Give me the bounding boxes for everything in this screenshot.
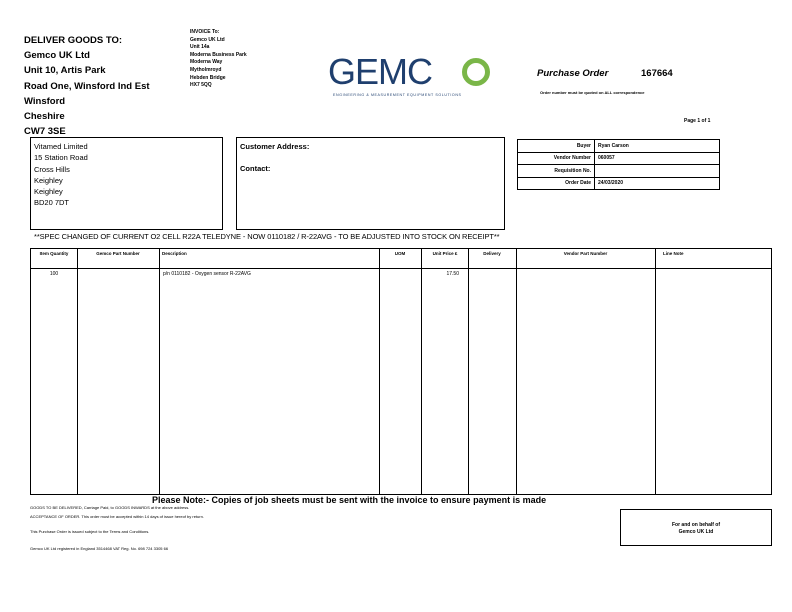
deliver-line: Unit 10, Artis Park bbox=[24, 65, 106, 77]
info-row bbox=[518, 165, 720, 178]
invoice-heading: INVOICE To: bbox=[190, 29, 220, 35]
invoice-to-block bbox=[190, 29, 247, 90]
supplier-line: Keighley bbox=[34, 187, 63, 197]
supplier-line: 15 Station Road bbox=[34, 153, 88, 163]
column-divider bbox=[516, 249, 517, 494]
signature-box bbox=[620, 509, 772, 546]
info-key: Order Date bbox=[518, 177, 595, 190]
column-divider bbox=[159, 249, 160, 494]
supplier-line: Cross Hills bbox=[34, 164, 70, 174]
invoice-line: Unit 14a bbox=[190, 44, 210, 51]
column-divider bbox=[468, 249, 469, 494]
column-divider bbox=[77, 249, 78, 494]
terms-note: This Purchase Order is issued subject to the Terms and Conditions. bbox=[30, 529, 150, 534]
deliver-line: Road One, Winsford Ind Est bbox=[24, 80, 150, 92]
info-row bbox=[518, 177, 720, 190]
row-unit-price: 17.50 bbox=[446, 271, 459, 277]
header-uom: UOM bbox=[394, 251, 406, 256]
info-key: Buyer bbox=[518, 140, 595, 153]
header-gemco-part: Gemco Part Number bbox=[96, 251, 140, 256]
acceptance-note: ACCEPTANCE OF ORDER. This order must be accepted within 14 days of issue hereof by return. bbox=[30, 514, 204, 519]
info-key: Vendor Number bbox=[518, 152, 595, 165]
logo-text: GEMC bbox=[328, 52, 432, 92]
deliver-to-block bbox=[24, 33, 150, 139]
row-qty: 100 bbox=[49, 271, 59, 277]
spec-change-note: **SPEC CHANGED OF CURRENT O2 CELL R22A TELEDYNE - NOW 0110182 / R-22AVG - TO BE ADJUSTED INTO STOCK ON RECEIPT** bbox=[34, 232, 500, 241]
signature-line-1: For and on behalf of bbox=[671, 522, 721, 528]
customer-address-box bbox=[236, 137, 505, 230]
po-number: 167664 bbox=[641, 68, 673, 79]
supplier-line: Vitamed Limited bbox=[34, 142, 88, 151]
info-row bbox=[518, 152, 720, 165]
deliver-line: CW7 3SE bbox=[24, 126, 66, 138]
line-items-table bbox=[30, 248, 772, 495]
po-note: Order number must be quoted on ALL correspondence bbox=[540, 90, 645, 95]
contact-label: Contact: bbox=[240, 164, 271, 173]
row-description: p/n 0110182 - Oxygen sensor R-22AVG bbox=[163, 271, 251, 277]
info-value: 24/03/2020 bbox=[595, 177, 720, 190]
invoice-line: Hebden Bridge bbox=[190, 74, 226, 81]
page-indicator: Page 1 of 1 bbox=[684, 118, 711, 124]
logo-o-ring bbox=[465, 61, 488, 84]
signature-line-2: Gemco UK Ltd bbox=[678, 529, 714, 535]
info-row bbox=[518, 140, 720, 153]
invoice-line: Gemco UK Ltd bbox=[190, 36, 225, 43]
payment-note: Please Note:- Copies of job sheets must be sent with the invoice to ensure payment is made bbox=[152, 495, 547, 505]
info-value: Ryan Carson bbox=[595, 140, 720, 153]
goods-delivery-note: GOODS TO BE DELIVERED, Carriage Paid, to GOODS INWARDS at the above address. bbox=[30, 505, 190, 510]
column-divider bbox=[421, 249, 422, 494]
header-line-note: Line Note bbox=[663, 251, 684, 256]
deliver-line: Winsford bbox=[24, 95, 66, 107]
invoice-line: Moderna Way bbox=[190, 59, 223, 66]
customer-address-label: Customer Address: bbox=[240, 142, 310, 151]
po-label: Purchase Order bbox=[537, 68, 609, 79]
info-value bbox=[595, 165, 720, 178]
invoice-line: HX7 5QQ bbox=[190, 82, 212, 89]
header-delivery: Delivery bbox=[483, 251, 501, 256]
invoice-line: Mytholmroyd bbox=[190, 66, 222, 73]
deliver-line: Gemco UK Ltd bbox=[24, 50, 90, 62]
deliver-line: Cheshire bbox=[24, 111, 65, 123]
column-divider bbox=[655, 249, 656, 494]
info-value: 060057 bbox=[595, 152, 720, 165]
order-info-table bbox=[517, 139, 720, 190]
gemco-logo bbox=[328, 52, 498, 98]
column-divider bbox=[379, 249, 380, 494]
registration-note: Gemco UK Ltd registered in England 3514468 VAT Reg. No. 698 724 3305 66 bbox=[30, 546, 169, 551]
header-item-quantity: Item Quantity bbox=[39, 251, 69, 256]
deliver-heading: DELIVER GOODS TO: bbox=[24, 35, 123, 46]
header-description: Description bbox=[162, 251, 187, 256]
header-vendor-part: Vendor Part Number bbox=[563, 251, 608, 256]
info-key: Requisition No. bbox=[518, 165, 595, 178]
invoice-line: Moderna Business Park bbox=[190, 51, 247, 58]
supplier-line: Keighley bbox=[34, 175, 63, 185]
header-unit-price: Unit Price £ bbox=[432, 251, 458, 256]
supplier-line: BD20 7DT bbox=[34, 198, 70, 208]
supplier-address-box bbox=[30, 137, 223, 230]
header-divider bbox=[31, 268, 771, 269]
logo-tagline: ENGINEERING & MEASUREMENT EQUIPMENT SOLUTIONS bbox=[333, 93, 462, 97]
